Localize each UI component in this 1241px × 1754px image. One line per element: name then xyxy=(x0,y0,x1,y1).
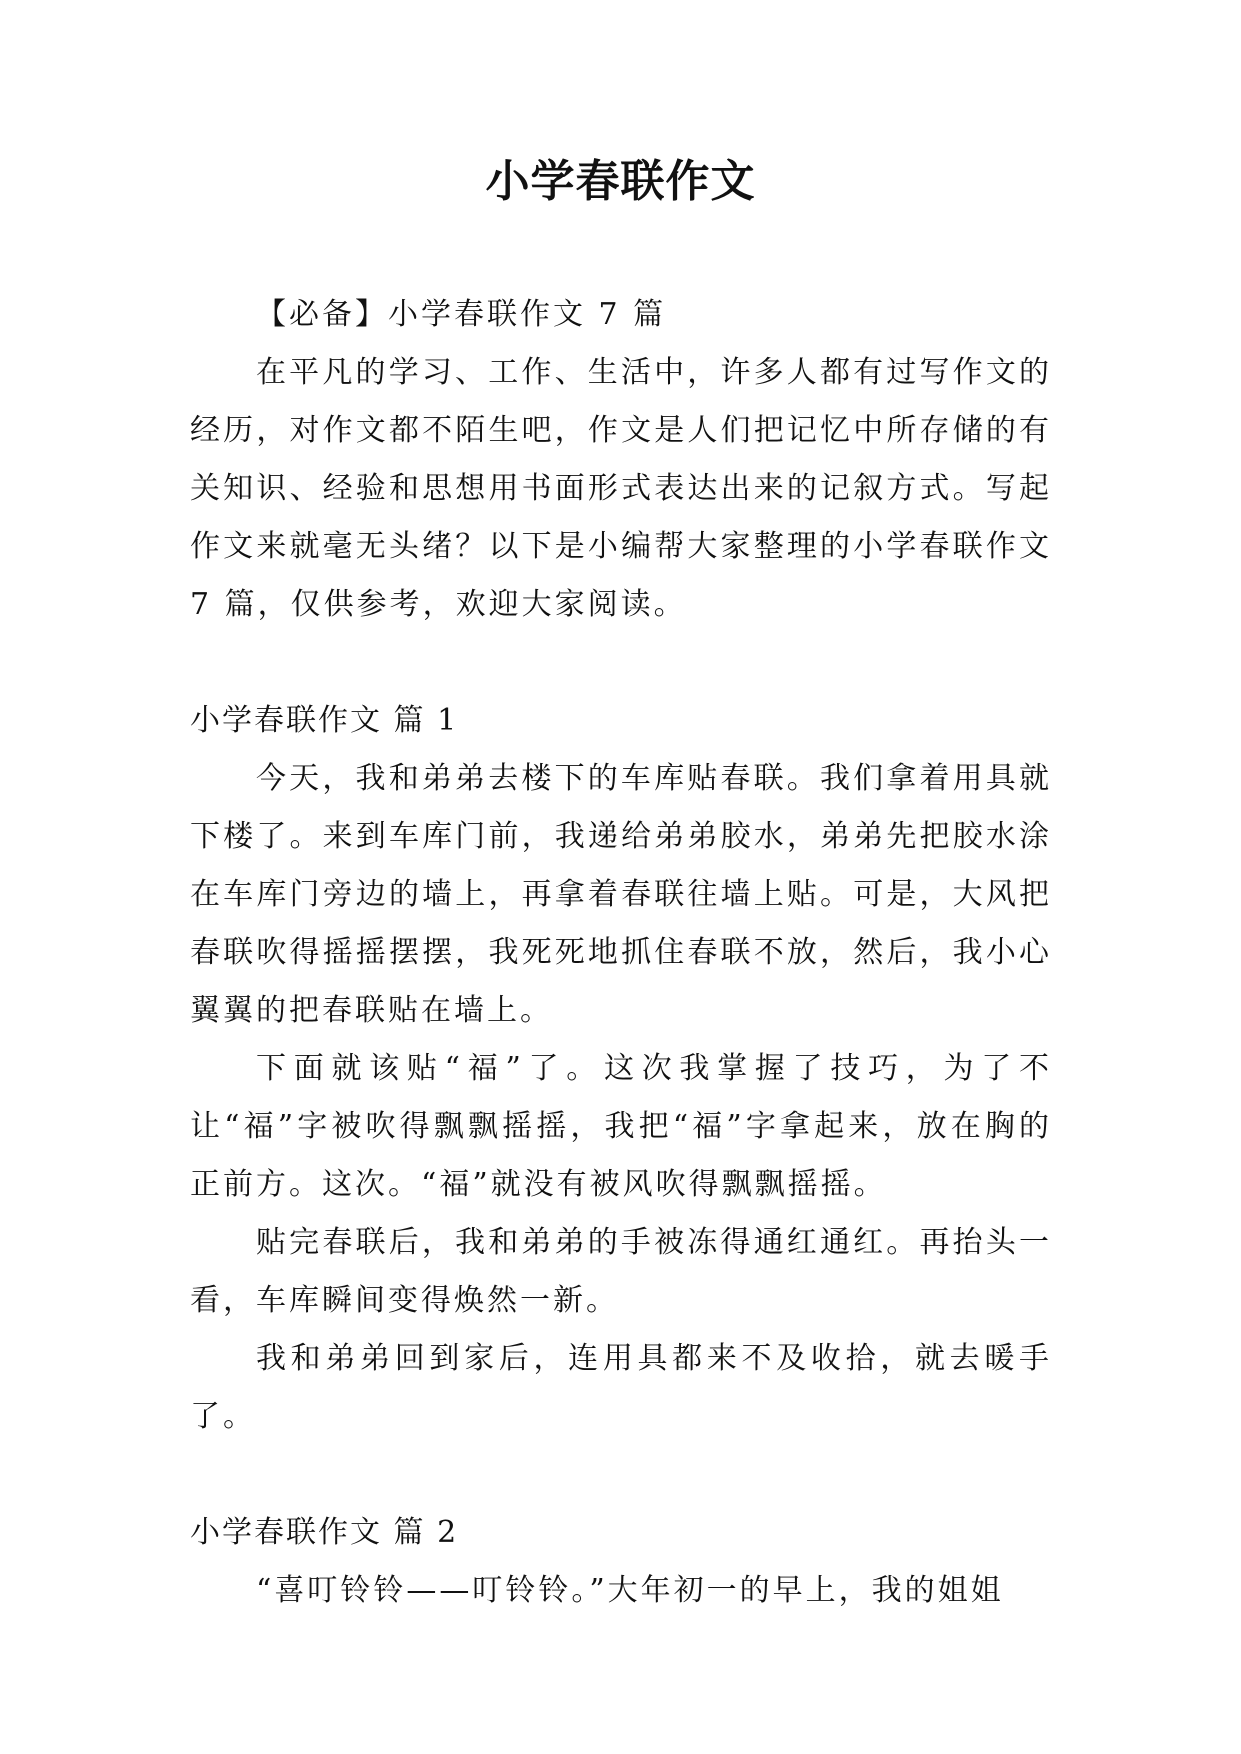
section-2-paragraph-1: “喜叮铃铃——叮铃铃。”大年初一的早上，我的姐姐 xyxy=(256,1573,1004,1608)
intro-paragraph: 在平凡的学习、工作、生活中，许多人都有过写作文的经历，对作文都不陌生吧，作文是人们把记忆中所存储的有关知识、经验和思想用书面形式表达出来的记叙方式。写起作文来就毫无头绪？以下是小编帮大家整理的小学春联作文 7 篇，仅供参考，欢迎大家阅读。 xyxy=(190,355,1052,622)
section-1-paragraph-1: 今天，我和弟弟去楼下的车库贴春联。我们拿着用具就下楼了。来到车库门前，我递给弟弟胶水，弟弟先把胶水涂在车库门旁边的墙上，再拿着春联往墙上贴。可是，大风把春联吹得摇摇摆摆，我死死地抓住春联不放，然后，我小心翼翼的把春联贴在墙上。 xyxy=(190,761,1052,1028)
document-body xyxy=(190,286,1052,1620)
section-heading-2: 小学春联作文 篇 2 xyxy=(190,1515,459,1550)
section-gap xyxy=(190,634,1052,692)
section-gap xyxy=(190,1446,1052,1504)
section-1-paragraph-2: 下面就该贴“福”了。这次我掌握了技巧，为了不让“福”字被吹得飘飘摇摇，我把“福”字拿起来，放在胸的正前方。这次。“福”就没有被风吹得飘飘摇摇。 xyxy=(190,1051,1052,1202)
section-heading-1: 小学春联作文 篇 1 xyxy=(190,703,459,738)
page-title: 小学春联作文 xyxy=(485,156,756,207)
section-1-paragraph-4: 我和弟弟回到家后，连用具都来不及收拾，就去暖手了。 xyxy=(190,1341,1052,1434)
intro-subtitle: 【必备】小学春联作文 7 篇 xyxy=(256,297,667,332)
section-1-paragraph-3: 贴完春联后，我和弟弟的手被冻得通红通红。再抬头一看，车库瞬间变得焕然一新。 xyxy=(190,1225,1052,1318)
